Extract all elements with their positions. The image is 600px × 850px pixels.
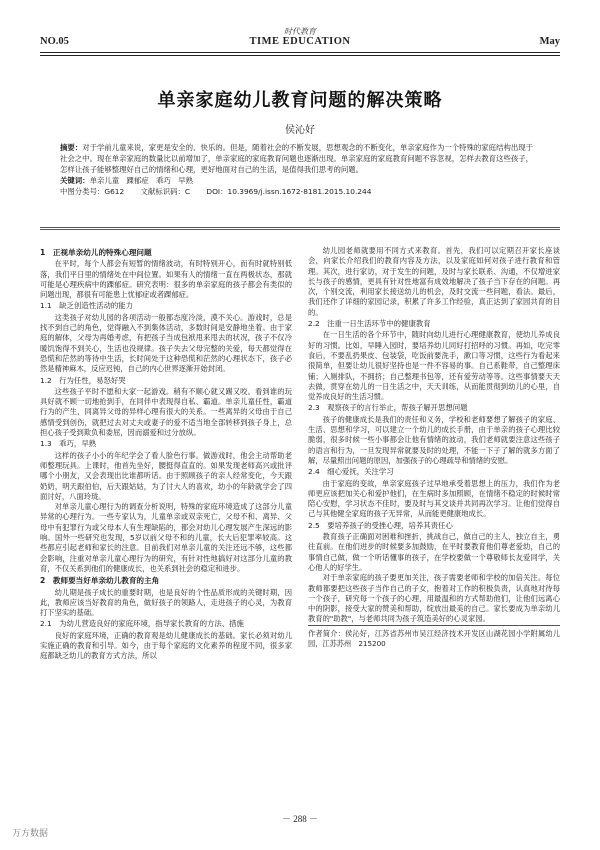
paragraph: 对于单亲家庭的孩子要更加关注，孩子需要老师和学校的加倍关注。每位教师都要把这些孩子当作自己的子女，抱着对工作的积极负责，认真地对待每一个孩子，研究每一个孩子的心理，用最温和的方式帮助他们，让他们远离心中的阴影，接受大家的赞美和帮助，绽放出最美的自己。家长要成为单亲幼儿教育的"助教"，与老师共同为孩子筑造美好的心灵家园。 xyxy=(308,573,560,624)
paragraph: 由于家庭的变故，单亲家庭孩子过早地承受着思想上的压力，我们作为老师更应该把加关心和爱护他们，在生病时多加照顾，在情绪不稳定的时候时常陪心安慰，学习状态不佳时，要及时与其交谈并共同再次学习。让他们觉得自己与其他健全家庭的孩子无异常，从而能更健康地成长。 xyxy=(308,478,560,519)
subsection-heading: 2.1 为幼儿营造良好的家庭环境，指导家长教育的方法、措施 xyxy=(40,619,244,629)
doi: DOI：10.3969/j.issn.1672-8181.2015.10.244 xyxy=(206,187,372,196)
paragraph: 良好的家庭环境，正确的教育观是幼儿健康成长的基础。家长必须对幼儿实施正确的教育和引导。如今，由于每个家庭的文化素养的程度不同，很多家庭都缺乏幼儿的教育方式方法，所以 xyxy=(40,630,292,661)
subsection-heading: 2.2 注重一日生活环节中的健康教育 xyxy=(308,319,431,329)
journal-name-zh: 时代教育 xyxy=(284,27,316,36)
abstract-divider xyxy=(40,227,560,228)
database-watermark: 万方数据 xyxy=(12,829,49,839)
subsection-heading: 2.4 细心爱抚，关注学习 xyxy=(308,467,394,477)
body-column-right xyxy=(308,246,560,816)
subsection-heading: 1.2 行为任性，易怒好哭 xyxy=(40,375,126,385)
keywords-label: 关键词： xyxy=(60,176,90,185)
section-heading: 1 正视单亲幼儿的特殊心理问题 xyxy=(40,248,152,257)
journal-name-en: TIME EDUCATION xyxy=(249,36,351,47)
subsection-heading: 2.3 观察孩子的言行举止，帮孩子解开思想问题 xyxy=(308,403,468,413)
keywords-text: 单亲儿童 踝郁症 乖巧 早熟 xyxy=(89,176,194,185)
paragraph: 在一日生活的各个环节中，随时向幼儿进行心理健康教育，使幼儿养成良好的习惯。比如，早睡入园时，要培养幼儿同好打招呼的习惯。再如，吃完零食后，不要乱扔果皮、包装袋，吃饭前要洗手，漱口等习惯，这些行为看起来很简单，但要让幼儿很好坚持也是一件不容易的事。自己系鞋带，自己整理床铺；入厕排队，不拥挤；自己整理书包等，还有爱劳动等等。这些事情要天天去做，贯穿在幼儿的一日生活之中，天天训练，从而能贯彻到幼儿的心里，自觉养成良好的生活习惯。 xyxy=(308,330,560,402)
paragraph: 教育孩子正确面对困难和挫折，挑战自己，做自己的主人，独立自主，勇往直前。在他们进步的时候要多加鼓励，在平时要教育他们尊老爱幼，自己的事情自己做，做一个听话懂事的孩子，在学校要做一个尊敬师长友爱同学，关心他人的好学生。 xyxy=(308,532,560,572)
paragraph: 这类孩子对幼儿园的各项活动一般都态度冷淡，漠不关心。游戏时，总是找不到自己的角色，觉得融入不到集体活动，多数时间是安静地坐着。由于家庭的解体，父母为再婚考虑，有把孩子当成包袱甩来甩去的状况，孩子不仅冷暖饥饱得不到关心，生活也没规律。孩子失去父母完整的关爱，每天都觉得在恐慌和茫然的等待中生活，长时间处于这种恐慌和茫然的心理状态下，孩子必然是精神麻木，反应迟钝，自己的内心世界逐渐开始封闭。 xyxy=(40,312,292,374)
paragraph: 幼儿期是孩子成长的重要时期，也是良好的个性品质形成的关键时期，因此，教师应该当好教育的角色，做好孩子的领路人，走进孩子的心灵，为教育打下坚实的基础。 xyxy=(40,587,292,618)
subsection-heading: 1.3 乖巧，早熟 xyxy=(40,439,97,449)
keywords xyxy=(60,175,540,186)
paragraph: 孩子的健康成长是我们的责任和义务，学校和老师要想了解孩子的家庭、生活、思想和学习，可以建立一个幼儿的成长手册，由于单亲的孩子心理比较脆弱，很多时候一些小事都会让他有情绪的波动，我们老师就要注意这些孩子的语言和行为，一旦发现异常就要及时的处理，不能一下子了解的就多方面了解，尽量照出问题的原因，加强孩子的心理疏导和情绪的安慰。 xyxy=(308,414,560,465)
header-rule-thin xyxy=(40,55,560,56)
abstract-block xyxy=(60,142,540,197)
section-heading: 2 教师要当好单亲幼儿教育的主角 xyxy=(40,576,160,586)
subsection-heading: 2.5 要培养孩子的受挫心理，培养其责任心 xyxy=(308,520,453,530)
issue-number: NO.05 xyxy=(40,36,69,47)
issue-month: May xyxy=(539,36,560,47)
clc-number: 中图分类号：G612 xyxy=(60,187,125,196)
abstract-text: 对于学前儿童来说，家更是安全的、快乐的。但是，随着社会的不断发展，思想观念的不断变化，单亲家庭作为一个特殊的家庭结构出现于社会之中。现在单亲家庭的数量比以前增加了，单亲家庭的家庭教育问题也逐渐出现。单亲家庭的家庭教育问题不容忽视，怎样去教育这些孩子，怎样让孩子能够整理好自己的情绪和心理，更好地面对自己的生活，是值得我们思考的问题。 xyxy=(60,143,534,174)
abstract-label: 摘要： xyxy=(60,143,83,152)
paragraph: 这样的孩子小小的年纪学会了看人脸色行事。做游戏时，他会主动帮助老师整理玩具。上课时，他首先坐好，腰挺得直直的。如果发现老师高兴或批评哪个小朋友，又会表现出比谁都听话。由于照顾孩子的亲人经常变化，今天跟奶奶，明天跟伯伯，后天跟姑姑，为了讨大人的喜欢，幼小的年龄就学会了四面讨好，八面玲珑。 xyxy=(40,450,292,501)
article-title: 单亲家庭幼儿教育问题的解决策略 xyxy=(157,90,443,111)
running-header xyxy=(40,36,560,52)
paragraph: 对单亲儿童心理行为的调查分析说明，特殊的家庭环境造成了这部分儿童异常的心理行为。一些专家认为，儿童单亲或双亲死亡，父母不和、离异、父母中有犯罪行为或父母本人有生理缺陷的，都会对幼儿心理发展产生深远的影响。国外一些研究也发现，5岁以前父母不和的儿童，长大后犯罪率较高。这些都应引起老师和家长的注意。目前我们对单亲儿童的关注还远不够，这些都会影响，注重对单亲儿童心理行为的研究，有针对性地搞好对这部分儿童的教育，不仅关系到他们的健康成长，也关系到社会的稳定和进步。 xyxy=(40,502,292,573)
article-author: 侯沁好 xyxy=(285,125,315,136)
header-rule-thick xyxy=(40,52,560,53)
abstract-divider-2 xyxy=(40,229,560,230)
paragraph: 幼儿园老师就要用不同方式来教育。首先，我们可以定期召开家长座谈会，向家长介绍我们的教育内容及方法，以及家庭如何对孩子进行教育和管理。其次，进行家访，对于发生的问题，及时与家长联系、沟通，不仅增进家长与孩子的感情，更具有针对性地富有成效地解决了孩子当下存在的问题。再次，个别交流，利用家长接送幼儿的机会，及时交流一些问题，看法。最后，我们还作了详细的家园记录，积累了许多工作经验，真正达到了家园共育的目的。 xyxy=(308,246,560,317)
paragraph: 这些孩子平时不愿和大家一起游戏。稍有不顺心就又踢又咬。看到谁的玩具好就不顾一切地抢到手，在同伴中表现得自私、霸道。单亲儿童任性，霸道行为的产生，同离异父母的异样心理有很大的关系。一些离异的父母由于自己感情受到创伤，就把过去对丈夫或妻子的爱不适当地全部转移到孩子身上，总担心孩子受到欺负和委屈，因而溺爱和过分放纵。 xyxy=(40,386,292,438)
paragraph: 在平时，每个人都会有短暂的情绪波动，有时特别开心，而有时就特别低落，我们平日里的情绪处在中间位置。如果有人的情绪一直在两极状态，那就可能是心理疾病中的踝郁症。研究表明：很多的单亲家庭的孩子都会有类似的问题出现，都很有可能患上忧郁症或者踝郁症。 xyxy=(40,259,292,300)
body-column-left xyxy=(40,246,292,816)
author-note: 作者简介：侯沁好，江苏省苏州市吴江经济技术开发区山湖花园小学附属幼儿园，江苏苏州 215200 xyxy=(308,625,560,649)
subsection-heading: 1.1 缺乏创造性活动的能力 xyxy=(40,301,134,311)
page-number: － 288 － xyxy=(281,814,318,824)
document-code: 文献标识码：C xyxy=(140,187,191,196)
classification-line xyxy=(60,186,540,197)
abstract xyxy=(60,142,540,175)
